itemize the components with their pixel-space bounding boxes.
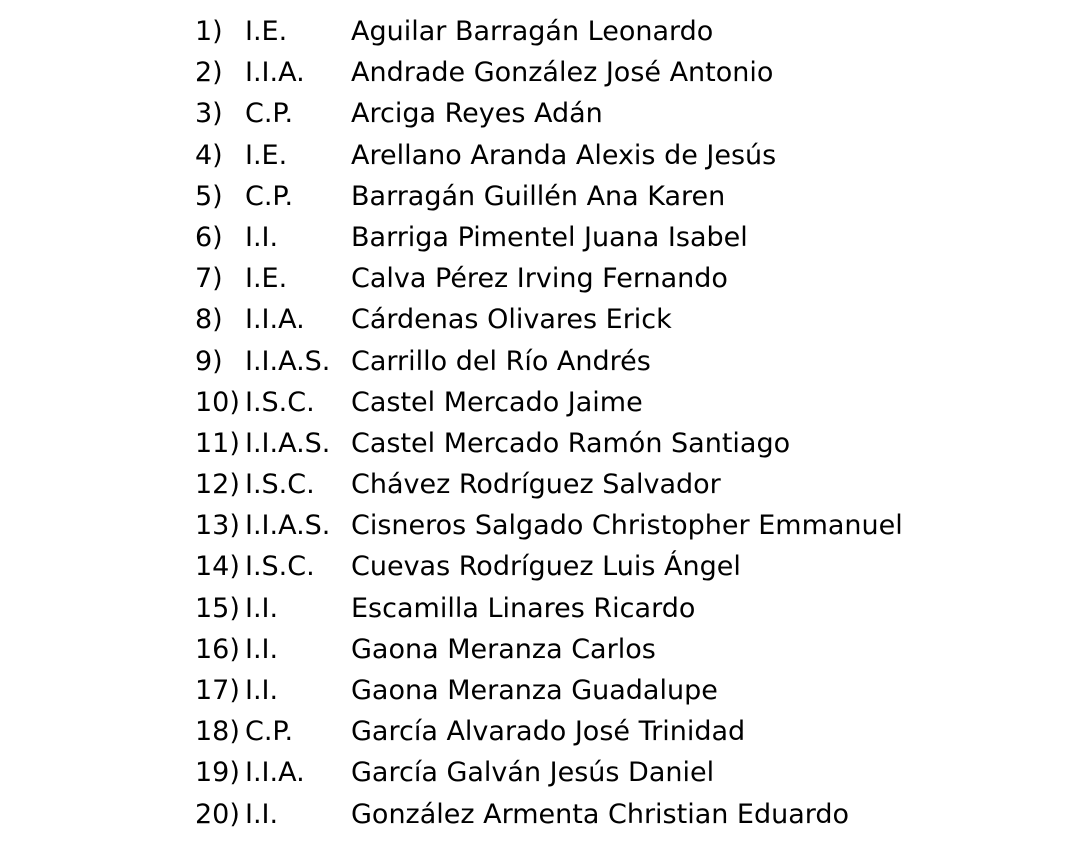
list-item (195, 135, 903, 176)
list-item (195, 52, 903, 93)
item-program: I.I. (245, 675, 279, 706)
item-program: I.I.A. (245, 304, 305, 336)
item-number: 1) (195, 16, 223, 47)
list-item (195, 752, 903, 793)
item-number: 19) (195, 757, 240, 789)
item-number: 2) (195, 57, 223, 89)
item-number: 17) (195, 675, 240, 706)
item-program: I.E. (245, 263, 288, 295)
item-number: 5) (195, 180, 223, 212)
item-name: Arciga Reyes Adán (351, 98, 603, 130)
item-name: Gaona Meranza Carlos (351, 633, 656, 665)
item-program: C.P. (245, 716, 294, 748)
item-program: I.E. (245, 16, 288, 47)
list-item (195, 299, 903, 340)
item-number: 8) (195, 304, 223, 336)
list-item (195, 546, 903, 587)
item-name: Cuevas Rodríguez Luis Ángel (351, 551, 741, 583)
item-program: I.I.A. (245, 757, 305, 789)
item-number: 7) (195, 263, 223, 295)
item-number: 9) (195, 345, 223, 377)
item-name: Cárdenas Olivares Erick (351, 304, 672, 336)
item-number: 10) (195, 386, 240, 418)
item-program: I.I. (245, 592, 279, 624)
list-item (195, 505, 903, 546)
item-number: 14) (195, 551, 240, 583)
item-name: Castel Mercado Jaime (351, 386, 643, 418)
item-name: Barragán Guillén Ana Karen (351, 180, 726, 212)
item-name: Andrade González José Antonio (351, 57, 774, 89)
item-program: I.I. (245, 798, 279, 830)
item-name: Aguilar Barragán Leonardo (351, 16, 714, 47)
item-program: I.E. (245, 139, 288, 171)
list-item (195, 670, 903, 711)
item-name: Calva Pérez Irving Fernando (351, 263, 728, 295)
item-number: 13) (195, 510, 240, 542)
item-number: 4) (195, 139, 223, 171)
item-number: 12) (195, 469, 240, 501)
item-name: Gaona Meranza Guadalupe (351, 675, 718, 706)
item-program: I.I.A.S. (245, 510, 331, 542)
item-name: García Galván Jesús Daniel (351, 757, 715, 789)
list-item (195, 176, 903, 217)
item-number: 3) (195, 98, 223, 130)
list-item (195, 794, 903, 835)
item-program: I.S.C. (245, 386, 315, 418)
list-item (195, 11, 903, 52)
list-item (195, 382, 903, 423)
item-name: Cisneros Salgado Christopher Emmanuel (351, 510, 903, 542)
item-program: I.I.A.S. (245, 427, 331, 459)
item-number: 11) (195, 427, 240, 459)
item-name: González Armenta Christian Eduardo (351, 798, 850, 830)
list-item (195, 629, 903, 670)
item-number: 20) (195, 798, 240, 830)
item-name: Arellano Aranda Alexis de Jesús (351, 139, 777, 171)
item-program: I.S.C. (245, 469, 315, 501)
item-number: 18) (195, 716, 240, 748)
student-list (195, 11, 903, 835)
list-item (195, 217, 903, 258)
item-name: Escamilla Linares Ricardo (351, 592, 696, 624)
item-program: I.I.A. (245, 57, 305, 89)
list-item (195, 93, 903, 134)
item-name: Barriga Pimentel Juana Isabel (351, 221, 748, 253)
item-number: 16) (195, 633, 240, 665)
list-item (195, 464, 903, 505)
item-number: 6) (195, 221, 223, 253)
item-program: C.P. (245, 180, 294, 212)
item-program: I.S.C. (245, 551, 315, 583)
list-item (195, 711, 903, 752)
item-name: Carrillo del Río Andrés (351, 345, 651, 377)
list-item (195, 423, 903, 464)
item-number: 15) (195, 592, 240, 624)
item-name: Chávez Rodríguez Salvador (351, 469, 721, 501)
list-item (195, 258, 903, 299)
item-program: I.I. (245, 633, 279, 665)
item-name: García Alvarado José Trinidad (351, 716, 746, 748)
item-program: I.I.A.S. (245, 345, 331, 377)
item-program: I.I. (245, 221, 279, 253)
list-item (195, 588, 903, 629)
list-item (195, 341, 903, 382)
item-program: C.P. (245, 98, 294, 130)
item-name: Castel Mercado Ramón Santiago (351, 427, 791, 459)
